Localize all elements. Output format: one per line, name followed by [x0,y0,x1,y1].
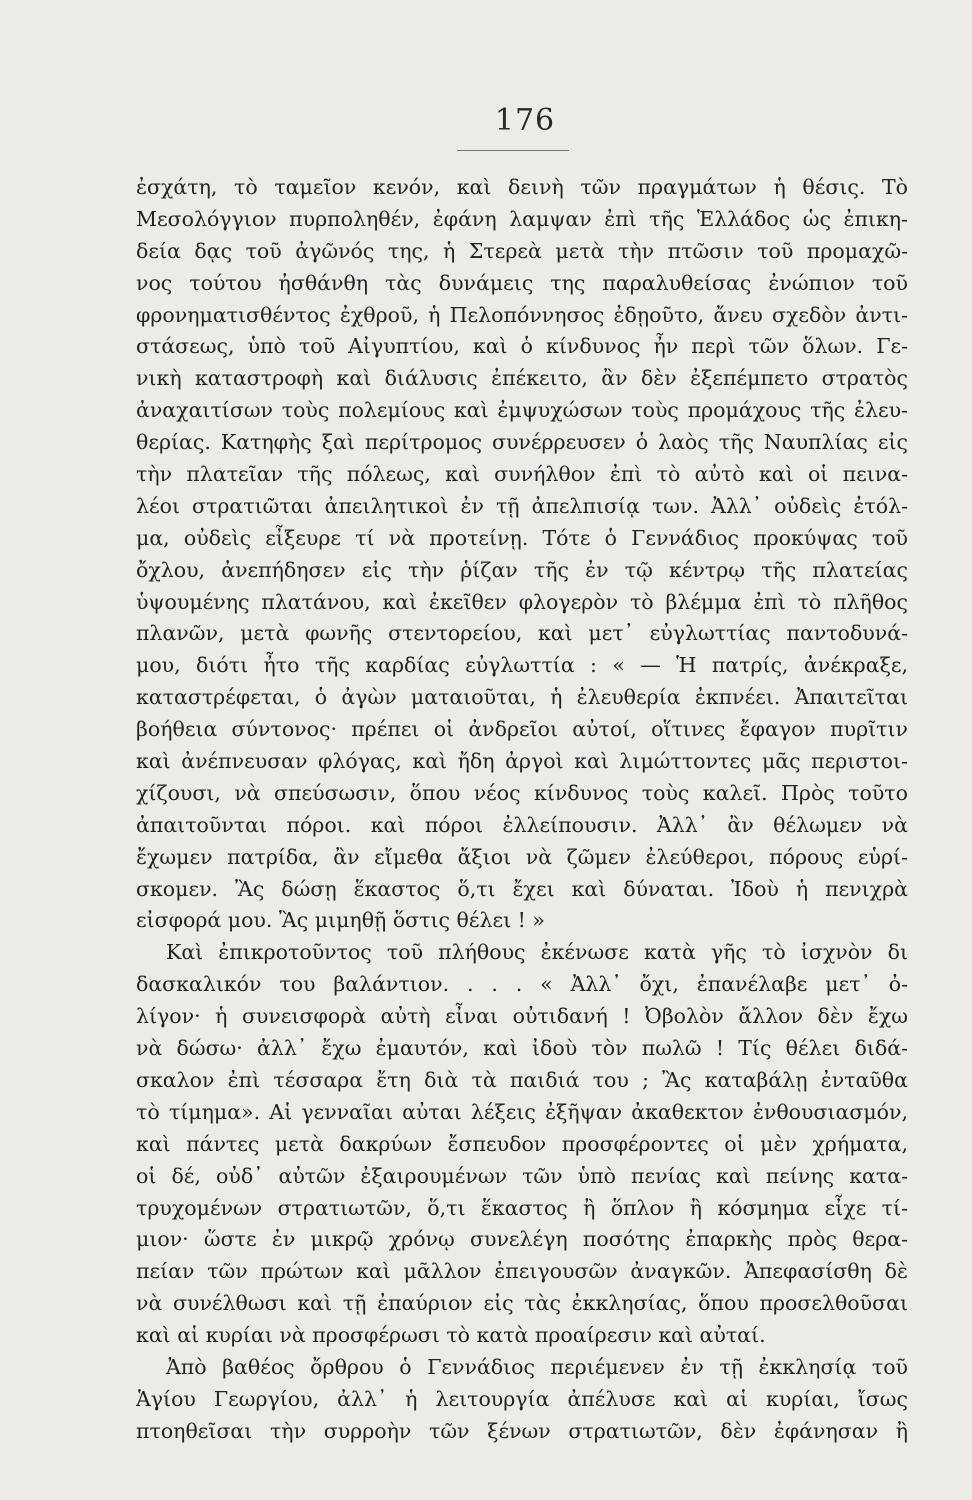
text-line: φρονηματισθέντος ἐχθροῦ, ἡ Πελοπόννησος ἐδῃοῦτο, ἄνευ σχεδὸν ἀντι- [136,302,908,327]
text-line: τρυχομένων στρατιωτῶν, ὅ,τι ἕκαστος ἢ ὅπλον ἢ κόσμημα εἶχε τί- [136,1195,908,1220]
text-line: καὶ αἱ κυρίαι νὰ προσφέρωσι τὸ κατὰ προαίρεσιν καὶ αὐταί. [136,1323,766,1348]
body-text [136,172,908,1448]
text-line: καὶ ἀνέπνευσαν φλόγας, καὶ ἤδη ἀργοὶ καὶ λιμώττοντες μᾶς περιστοι- [136,749,908,774]
text-line: ἀπαιτοῦνται πόροι. καὶ πόροι ἐλλείπουσιν. Ἀλλ᾽ ἂν θέλωμεν νὰ [136,812,908,837]
text-line: οἱ δέ, οὐδ᾽ αὐτῶν ἐξαιρουμένων τῶν ὑπὸ πενίας καὶ πείνης κατα- [136,1163,908,1188]
text-line: πτοηθεῖσαι τὴν συρροὴν τῶν ξένων στρατιωτῶν, δὲν ἐφάνησαν ἢ [136,1418,908,1443]
page-number-rule [457,150,569,151]
text-line: ἀναχαιτίσων τοὺς πολεμίους καὶ ἐμψυχώσων τοὺς προμάχους τῆς ἐλευ- [136,398,908,423]
text-line: τὴν πλατεῖαν τῆς πόλεως, καὶ συνήλθον ἐπὶ τὸ αὐτὸ καὶ οἱ πεινα- [136,462,908,487]
text-line: τὸ τίμημα». Αἱ γενναῖαι αὐται λέξεις ἐξῆψαν ἀκαθεκτον ἐνθουσιασμόν, [136,1099,908,1124]
text-line: νὰ συνέλθωσι καὶ τῇ ἐπαύριον εἰς τὰς ἐκκλησίας, ὅπου προσελθοῦσαι [136,1291,908,1316]
text-line: εἰσφορά μου. Ἂς μιμηθῇ ὅστις θέλει ! » [136,908,545,933]
text-line: πλανῶν, μετὰ φωνῆς στεντορείου, καὶ μετ᾽ εὐγλωττίας παντοδυνά- [136,621,908,646]
text-line: θερίας. Κατηφὴς ξαὶ περίτρομος συνέρρευσεν ὁ λαὸς τῆς Ναυπλίας εἰς [136,430,908,455]
text-line: δεία δᾳς τοῦ ἀγῶνός της, ἡ Στερεὰ μετὰ τὴν πτῶσιν τοῦ προμαχῶ- [136,238,908,263]
text-line: Καὶ ἐπικροτοῦντος τοῦ πλήθους ἐκένωσε κατὰ γῆς τὸ ἰσχνὸν δι [166,940,908,965]
text-line: μα, οὐδεὶς εἶξευρε τί νὰ προτείνῃ. Τότε ὁ Γεννάδιος προκύψας τοῦ [136,525,908,550]
text-line: στάσεως, ὑπὸ τοῦ Αἰγυπτίου, καὶ ὁ κίνδυνος ἦν περὶ τῶν ὅλων. Γε- [136,334,908,359]
text-line: ὑψουμένης πλατάνου, καὶ ἐκεῖθεν φλογερὸν τὸ βλέμμα ἐπὶ τὸ πλῆθος [136,589,908,614]
page-number: 176 [494,103,556,138]
text-line: νος τούτου ἠσθάνθη τὰς δυνάμεις της παραλυθείσας ἐνώπιον τοῦ [136,270,908,295]
text-line: λίγον· ἡ συνεισφορὰ αὐτὴ εἶναι οὐτιδανή ! Ὀβολὸν ἄλλον δὲν ἔχω [136,1004,908,1029]
text-line: λέοι στρατιῶται ἀπειλητικοὶ ἐν τῇ ἀπελπισίᾳ των. Ἀλλ᾽ οὐδεὶς ἐτόλ- [136,493,908,518]
text-line: νὰ δώσω· ἀλλ᾽ ἔχω ἐμαυτόν, καὶ ἰδοὺ τὸν πωλῶ ! Τίς θέλει διδά- [136,1036,908,1061]
text-line: βοήθεια σύντονος· πρέπει οἱ ἀνδρεῖοι αὐτοί, οἵτινες ἔφαγον πυρῖτιν [136,717,908,742]
text-line: καταστρέφεται, ὁ ἀγὼν ματαιοῦται, ἡ ἐλευθερία ἐκπνέει. Ἀπαιτεῖται [136,685,908,710]
text-line: πείαν τῶν πρώτων καὶ μᾶλλον ἐπειγουσῶν ἀναγκῶν. Ἀπεφασίσθη δὲ [136,1259,908,1284]
text-line: ἔχωμεν πατρίδα, ἂν εἴμεθα ἄξιοι νὰ ζῶμεν ἐλεύθεροι, πόρους εὑρί- [136,844,908,869]
text-line: χίζουσι, νὰ σπεύσωσιν, ὅπου νέος κίνδυνος τοὺς καλεῖ. Πρὸς τοῦτο [136,780,908,805]
text-line: δασκαλικόν του βαλάντιον. . . . « Ἀλλ᾽ ὄχι, ἐπανέλαβε μετ᾽ ὀ- [136,972,908,997]
text-line: Ἀπὸ βαθέος ὄρθρου ὁ Γεννάδιος περιέμενεν ἐν τῇ ἐκκλησίᾳ τοῦ [166,1354,908,1379]
text-line: Ἁγίου Γεωργίου, ἀλλ᾽ ἡ λειτουργία ἀπέλυσε καὶ αἱ κυρίαι, ἴσως [136,1386,908,1411]
text-line: μου, διότι ἦτο τῆς καρδίας εὐγλωττία : « — Ἡ πατρίς, ἀνέκραξε, [136,653,908,678]
text-line: καὶ πάντες μετὰ δακρύων ἔσπευδον προσφέροντες οἱ μὲν χρήματα, [136,1131,908,1156]
text-line: ὄχλου, ἀνεπήδησεν εἰς τὴν ῥίζαν τῆς ἐν τῷ κέντρῳ τῆς πλατείας [136,557,908,582]
text-line: σκαλον ἐπὶ τέσσαρα ἔτη διὰ τὰ παιδιά του ; Ἂς καταβάλῃ ἐνταῦθα [136,1067,908,1092]
text-line: Μεσολόγγιον πυρποληθέν, ἐφάνη λαμψαν ἐπὶ τῆς Ἑλλάδος ὡς ἐπικη- [136,206,908,231]
text-line: σκομεν. Ἂς δώσῃ ἕκαστος ὅ,τι ἔχει καὶ δύναται. Ἰδοὺ ἡ πενιχρὰ [136,876,908,901]
text-line: νικὴ καταστροφὴ καὶ διάλυσις ἐπέκειτο, ἂν δὲν ἐξεπέμπετο στρατὸς [136,366,908,391]
text-line: μιον· ὥστε ἐν μικρῷ χρόνῳ συνελέγη ποσότης ἐπαρκὴς πρὸς θερα- [136,1227,908,1252]
text-line: ἐσχάτη, τὸ ταμεῖον κενόν, καὶ δεινὴ τῶν πραγμάτων ἡ θέσις. Τὸ [136,175,908,199]
